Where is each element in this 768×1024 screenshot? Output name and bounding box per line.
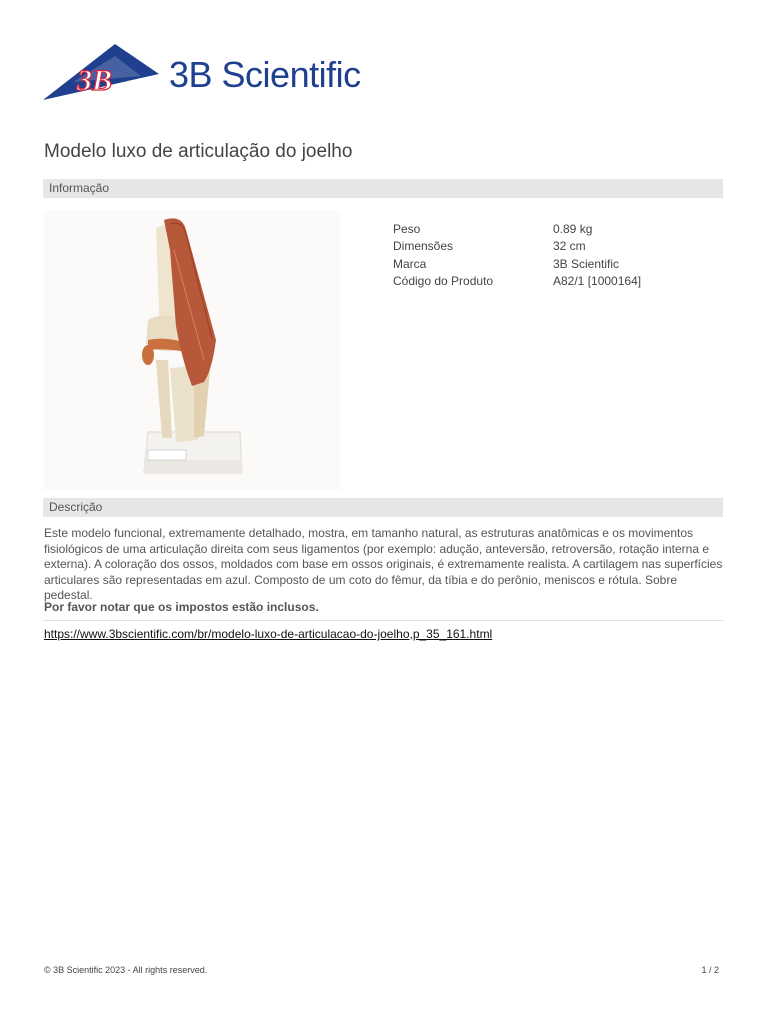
spec-value: 3B Scientific [553,256,620,271]
spec-row-dimensions [393,238,641,255]
spec-row-brand [393,256,641,273]
spec-row-product-code [393,273,641,290]
tax-note: Por favor notar que os impostos estão inclusos. [44,600,319,614]
divider [43,620,723,621]
spec-label: Dimensões [393,239,454,254]
info-section-header: Informação [43,179,723,198]
spec-value: 32 cm [553,239,586,254]
product-url-link[interactable]: https://www.3bscientific.com/br/modelo-luxo-de-articulacao-do-joelho,p_35_161.html [44,627,493,641]
brand-logo [43,44,393,102]
knee-joint-model-icon [44,210,340,490]
page-indicator: 1 / 2 [701,965,719,975]
brand-name: 3B Scientific [169,54,361,95]
spec-label: Código do Produto [393,273,494,288]
spec-value: A82/1 [1000164] [553,273,642,288]
logo-mark-text: 3B [77,64,113,97]
spec-label: Peso [393,222,421,236]
spec-value: 0.89 kg [553,222,593,236]
spec-label: Marca [393,256,427,271]
product-image [44,210,340,490]
description-text: Este modelo funcional, extremamente detalhado, mostra, em tamanho natural, as estruturas anatômicas e os movimentos fisiológicos de uma articulação direita com seus ligamentos (por exemplo: adução, anteversão, retroversão, rotação interna e externa). A coloração dos ossos, moldados com base em ossos originais, é extremamente realista. A cartilagem nas superfícies articulares são representadas em azul. Composto de um coto do fêmur, da tíbia e do perônio, meniscos e rótula. Sobre pedestal. [44,526,723,603]
description-section-header: Descrição [43,498,723,517]
footer-copyright: © 3B Scientific 2023 - All rights reserved. [44,965,208,975]
spec-table [393,221,641,290]
page-title: Modelo luxo de articulação do joelho [44,141,353,162]
3b-triangle-logo-icon [43,44,163,102]
spec-row-weight [393,221,641,238]
